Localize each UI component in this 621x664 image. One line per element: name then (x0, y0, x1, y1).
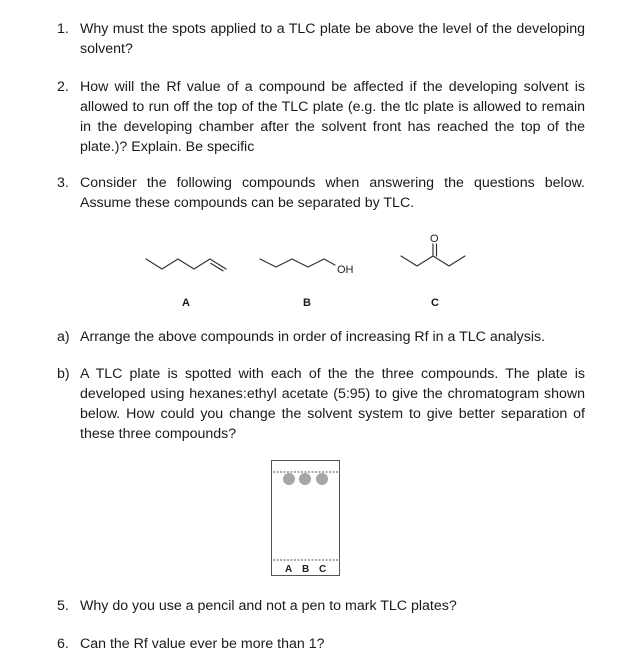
question-number: 2. (57, 79, 69, 95)
subquestion-b (57, 364, 585, 444)
compound-a-structure (140, 250, 240, 280)
lane-label-a: A (285, 564, 293, 575)
question-number: 6. (57, 636, 69, 652)
subquestion-text: A TLC plate is spotted with each of the the three compounds. The plate is developed using hexanes:ethyl acetate (5:95) to give the chromatogram shown below. How could you change the solvent system to give better separation of these three compounds? (80, 366, 585, 442)
tlc-plate (268, 457, 344, 581)
question-text: Why do you use a pencil and not a pen to mark TLC plates? (80, 598, 457, 614)
subquestion-letter: b) (57, 366, 70, 382)
question-text: How will the Rf value of a compound be affected if the developing solvent is allowed to run off the top of the TLC plate (e.g. the tlc plate is allowed to remain in the developing chamber after the solvent front has reached the top of the plate.)? Explain. Be specific (80, 79, 585, 155)
tlc-spot-b (299, 473, 311, 485)
subquestion-a (57, 327, 585, 347)
compound-c-structure (395, 232, 485, 278)
question-text: Consider the following compounds when answering the questions below. Assume these compounds can be separated by TLC. (80, 175, 585, 211)
question-text: Why must the spots applied to a TLC plate be above the level of the developing solvent? (80, 21, 585, 57)
lane-label-c: C (319, 564, 327, 575)
lane-label-b: B (302, 564, 310, 575)
compound-label-b: B (303, 297, 311, 309)
subquestion-text: Arrange the above compounds in order of increasing Rf in a TLC analysis. (80, 329, 546, 345)
oh-label: OH (337, 264, 354, 276)
question-3 (57, 173, 585, 213)
question-number: 1. (57, 21, 69, 37)
question-text: Can the Rf value ever be more than 1? (80, 636, 325, 652)
question-number: 3. (57, 175, 69, 191)
tlc-spot-a (283, 473, 295, 485)
subquestion-letter: a) (57, 329, 70, 345)
tlc-spot-c (316, 473, 328, 485)
o-label: O (430, 233, 439, 245)
compound-b-structure (255, 246, 365, 280)
compound-label-a: A (182, 297, 190, 309)
question-2 (57, 77, 585, 157)
question-5 (57, 596, 585, 616)
compound-label-c: C (431, 297, 439, 309)
question-number: 5. (57, 598, 69, 614)
question-6 (57, 634, 585, 654)
question-1 (57, 19, 585, 59)
